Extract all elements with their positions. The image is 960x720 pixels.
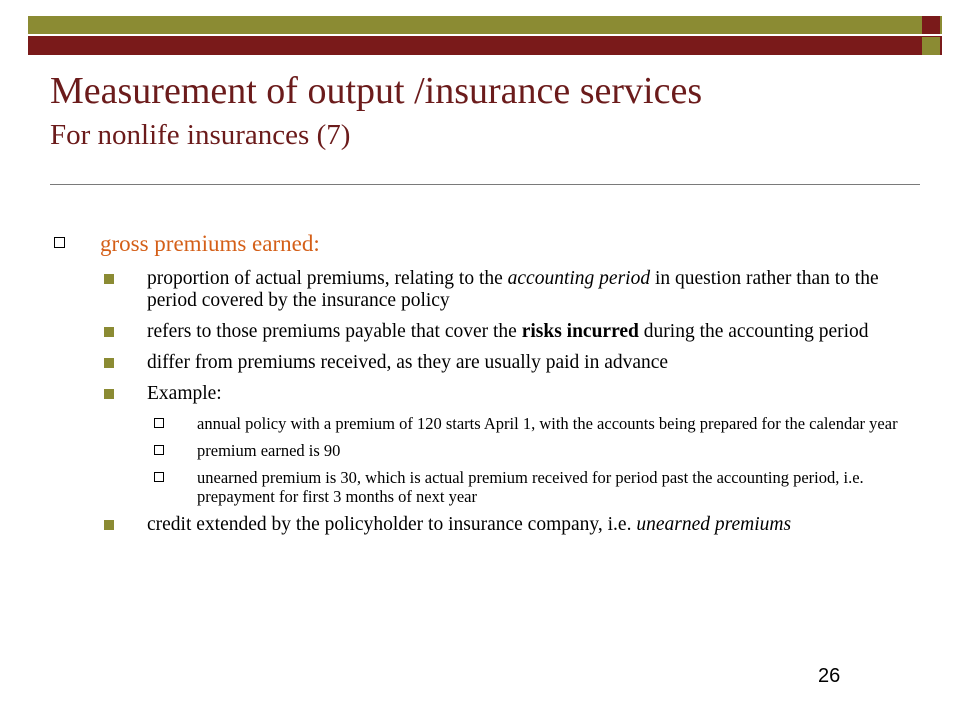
bullet-item <box>52 514 922 536</box>
hollow-square-bullet-icon <box>54 237 65 248</box>
bullet-text: differ from premiums received, as they are usually paid in advance <box>147 352 669 373</box>
slide-title: Measurement of output /insurance services <box>50 70 703 112</box>
square-bullet-icon <box>104 327 114 337</box>
sub-bullet-text: unearned premium is 30, which is actual premium received for period past the accounting period, i.e. prepayment for first 3 months of next year <box>197 468 864 506</box>
bullet-item <box>52 383 922 405</box>
sub-bullet-item <box>52 468 922 506</box>
hollow-square-bullet-icon <box>154 445 164 455</box>
bullet-text: during the accounting period <box>638 321 869 342</box>
bullet-text: in question rather than to the period covered by the insurance policy <box>147 268 879 311</box>
sub-bullet-item <box>52 414 922 433</box>
corner-olive-square <box>922 37 940 55</box>
square-bullet-icon <box>104 389 114 399</box>
bullet-text: Example: <box>147 383 222 404</box>
sub-bullet-text: premium earned is 90 <box>197 441 341 460</box>
square-bullet-icon <box>104 274 114 284</box>
title-divider <box>50 184 920 185</box>
top-red-bar <box>28 36 942 55</box>
bullet-bold: risks incurred <box>521 321 639 342</box>
bullet-item <box>52 268 922 312</box>
square-bullet-icon <box>104 520 114 530</box>
hollow-square-bullet-icon <box>154 418 164 428</box>
bullet-emphasis: unearned premiums <box>636 514 792 535</box>
corner-red-square <box>922 16 940 34</box>
top-olive-bar <box>28 16 942 34</box>
bullet-text: credit extended by the policyholder to insurance company, i.e. <box>147 514 637 535</box>
bullet-item <box>52 321 922 343</box>
slide-subtitle: For nonlife insurances (7) <box>50 119 351 151</box>
bullet-heading <box>52 230 922 258</box>
page-number: 26 <box>818 665 841 687</box>
bullet-text: proportion of actual premiums, relating to the <box>147 268 508 289</box>
slide-body <box>52 230 922 545</box>
sub-bullet-text: annual policy with a premium of 120 starts April 1, with the accounts being prepared for the calendar year <box>197 414 898 433</box>
bullet-emphasis: accounting period <box>507 268 651 289</box>
sub-bullet-item <box>52 441 922 460</box>
bullet-text: refers to those premiums payable that cover the <box>147 321 522 342</box>
bullet-item <box>52 352 922 374</box>
heading-text: gross premiums earned: <box>100 231 320 256</box>
hollow-square-bullet-icon <box>154 472 164 482</box>
square-bullet-icon <box>104 358 114 368</box>
